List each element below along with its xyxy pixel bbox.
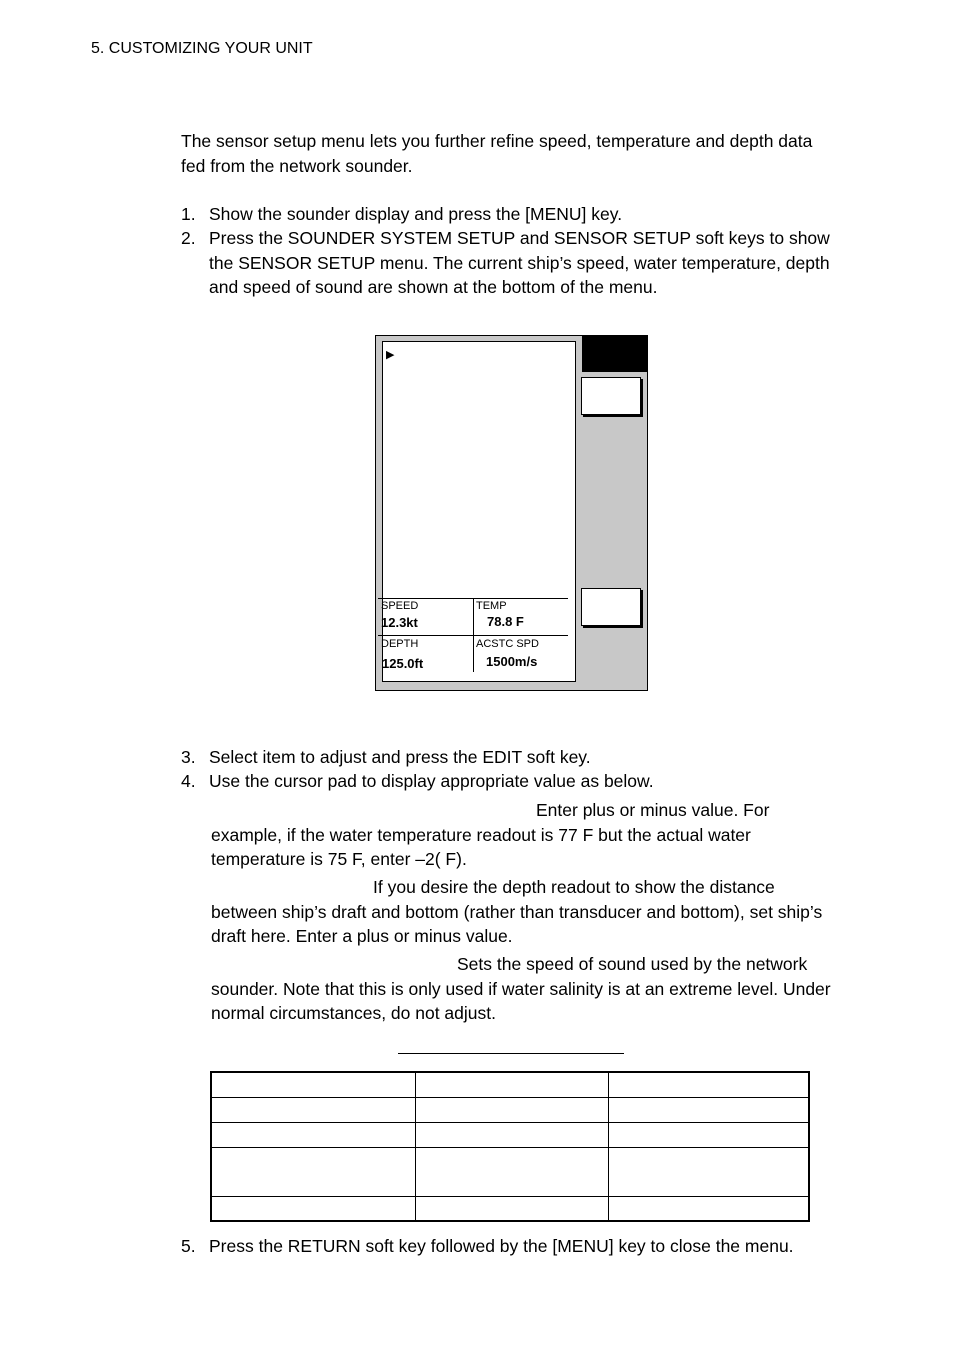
table-title-underline: [398, 1053, 624, 1054]
intro-paragraph: The sensor setup menu lets you further refine speed, temperature and depth data fed from the network sounder.: [181, 131, 813, 176]
temp-readout: [474, 598, 568, 635]
depth-readout: [378, 636, 472, 673]
edit-soft-key[interactable]: [581, 377, 641, 415]
sound-speed-description: Sets the speed of sound used by the network sounder. Note that this is only used if water salinity is at an extreme level. Under normal circumstances, do not adjust.: [211, 954, 831, 1023]
table-cell: [416, 1072, 609, 1097]
table-cell: [416, 1097, 609, 1122]
table-row: [211, 1147, 809, 1196]
cursor-arrow-icon: ▶: [386, 349, 395, 361]
step-number: 4.: [181, 771, 196, 791]
return-soft-key[interactable]: [581, 588, 641, 626]
step-text: Use the cursor pad to display appropriate value as below.: [209, 771, 654, 791]
table-cell: [211, 1097, 416, 1122]
step-text: Show the sounder display and press the [MENU] key.: [209, 204, 623, 224]
table-cell: [416, 1122, 609, 1147]
readout-panel: [378, 598, 568, 674]
temp-adjust-description: Enter plus or minus value. For example, if the water temperature readout is 77 F but the actual water temperature is 75 F, enter –2( F).: [211, 800, 770, 869]
table-row: [211, 1122, 809, 1147]
depth-label: DEPTH: [381, 638, 419, 650]
page-header: 5. CUSTOMIZING YOUR UNIT: [91, 40, 313, 57]
step-1: [181, 202, 831, 227]
table-cell: [609, 1122, 810, 1147]
step-number: 2.: [181, 228, 196, 248]
table-cell: [609, 1147, 810, 1196]
step-number: 5.: [181, 1236, 196, 1256]
speed-readout: [378, 598, 472, 635]
step-number: 1.: [181, 204, 196, 224]
table-cell: [609, 1196, 810, 1221]
table-row: [211, 1196, 809, 1221]
temp-label: TEMP: [476, 600, 507, 612]
table-cell: [211, 1147, 416, 1196]
sensor-range-table: [210, 1071, 810, 1222]
table-cell: [416, 1147, 609, 1196]
step-text: Press the RETURN soft key followed by the [MENU] key to close the menu.: [209, 1236, 794, 1256]
step-5: [181, 1234, 841, 1259]
table-cell: [609, 1097, 810, 1122]
table-cell: [211, 1122, 416, 1147]
speed-label: SPEED: [381, 600, 419, 612]
table-cell: [211, 1072, 416, 1097]
acoustic-speed-value: 1500m/s: [486, 654, 538, 669]
step-4: [181, 769, 831, 794]
speed-value: 12.3kt: [381, 615, 418, 630]
acoustic-speed-readout: [474, 636, 568, 673]
table-row: [211, 1097, 809, 1122]
table-cell: [416, 1196, 609, 1221]
table-row: [211, 1072, 809, 1097]
step-3: [181, 745, 831, 770]
depth-adjust-description: If you desire the depth readout to show the distance between ship’s draft and bottom (rather than transducer and bottom), set ship’s draft here. Enter a plus or minus value.: [211, 877, 823, 946]
depth-value: 125.0ft: [382, 656, 424, 671]
step-text: Select item to adjust and press the EDIT soft key.: [209, 747, 591, 767]
table-cell: [609, 1072, 810, 1097]
table-cell: [211, 1196, 416, 1221]
step-number: 3.: [181, 747, 196, 767]
soft-key-title-bar: [582, 336, 648, 372]
acoustic-speed-label: ACSTC SPD: [476, 638, 539, 650]
sensor-setup-menu-figure: [375, 335, 648, 691]
step-text: Press the SOUNDER SYSTEM SETUP and SENSOR SETUP soft keys to show the SENSOR SETUP menu. The current ship’s speed, water temperature, depth and speed of sound are shown at the bottom of the menu.: [209, 228, 830, 297]
step-2: [181, 226, 831, 300]
temp-value: 78.8 F: [487, 614, 524, 629]
